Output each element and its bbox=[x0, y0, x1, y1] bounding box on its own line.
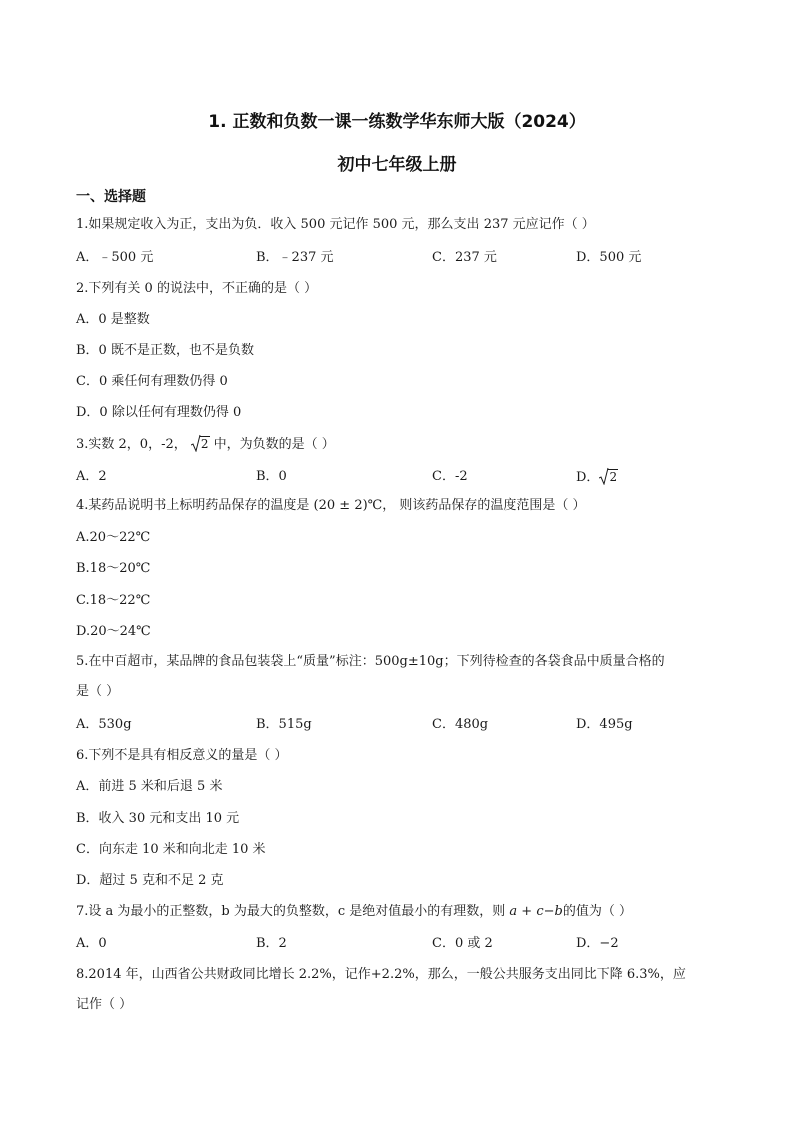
question-8-stem-line-2: 记作（ ） bbox=[76, 997, 133, 1012]
question-5-option-d: D．495g bbox=[576, 717, 633, 732]
temperature-expression: (20 ± 2)℃ bbox=[313, 498, 383, 513]
question-7-option-d: D．−2 bbox=[576, 936, 619, 951]
question-6-option-c: C．向东走 10 米和向北走 10 米 bbox=[76, 842, 266, 857]
question-3-option-d bbox=[576, 469, 618, 486]
question-4-option-a: A.20～22℃ bbox=[76, 530, 151, 545]
question-3-option-b: B．0 bbox=[256, 469, 287, 484]
question-6-option-b: B．收入 30 元和支出 10 元 bbox=[76, 811, 240, 826]
question-2-option-a: A．0 是整数 bbox=[76, 312, 150, 327]
question-7-option-a: A．0 bbox=[76, 936, 107, 951]
question-1-option-b: B．﹣237 元 bbox=[256, 250, 334, 265]
question-2-stem: 2.下列有关 0 的说法中，不正确的是（ ） bbox=[76, 281, 318, 296]
section-heading: 一、选择题 bbox=[76, 189, 146, 205]
question-3-option-a: A．2 bbox=[76, 469, 107, 484]
question-1-option-c: C．237 元 bbox=[432, 250, 497, 265]
question-7-option-b: B．2 bbox=[256, 936, 287, 951]
question-5-option-c: C．480g bbox=[432, 717, 489, 732]
question-1-option-a: A．﹣500 元 bbox=[76, 250, 154, 265]
question-5-option-a: A．530g bbox=[76, 717, 132, 732]
document-title: 1. 正数和负数一课一练数学华东师大版（2024） bbox=[208, 112, 586, 132]
sqrt-symbol bbox=[191, 436, 210, 453]
question-5-option-b: B．515g bbox=[256, 717, 312, 732]
question-5-stem-line-2: 是（ ） bbox=[76, 684, 120, 699]
question-7-option-c: C．0 或 2 bbox=[432, 936, 493, 951]
radical-sign-icon bbox=[599, 467, 609, 485]
question-4-option-c: C.18～22℃ bbox=[76, 593, 151, 608]
question-1-option-d: D．500 元 bbox=[576, 250, 642, 265]
radicand: 2 bbox=[200, 437, 209, 451]
question-6-option-d: D．超过 5 克和不足 2 克 bbox=[76, 873, 224, 888]
question-4-stem bbox=[76, 498, 585, 514]
question-2-option-b: B．0 既不是正数，也不是负数 bbox=[76, 343, 254, 358]
question-2-option-d: D．0 除以任何有理数仍得 0 bbox=[76, 405, 242, 420]
question-3-stem bbox=[76, 436, 335, 453]
question-3-option-d-label: D． bbox=[576, 470, 600, 485]
sqrt-symbol bbox=[599, 469, 618, 486]
question-5-stem-line-1: 5.在中百超市，某品牌的食品包装袋上“质量”标注：500g±10g；下列待检查的各袋食品中质量合格的 bbox=[76, 654, 665, 669]
question-7-stem-suffix: 的值为（ ） bbox=[562, 904, 632, 919]
question-4-stem-suffix: ， 则该药品保存的温度范围是（ ） bbox=[382, 498, 586, 513]
question-4-option-b: B.18～20℃ bbox=[76, 561, 151, 576]
question-7-stem-prefix: 7.设 a 为最小的正整数，b 为最大的负整数，c 是绝对值最小的有理数，则 bbox=[76, 904, 510, 919]
question-7-stem bbox=[76, 904, 632, 920]
question-2-option-c: C．0 乘任何有理数仍得 0 bbox=[76, 374, 228, 389]
question-4-stem-prefix: 4.某药品说明书上标明药品保存的温度是 bbox=[76, 498, 314, 513]
question-8-stem-line-1: 8.2014 年，山西省公共财政同比增长 2.2%，记作+2.2%，那么，一般公共服务支出同比下降 6.3%，应 bbox=[76, 967, 686, 982]
expression: a + c−b bbox=[509, 904, 563, 919]
question-6-stem: 6.下列不是具有相反意义的量是（ ） bbox=[76, 748, 288, 763]
question-3-stem-suffix: 中，为负数的是（ ） bbox=[213, 437, 335, 452]
question-6-option-a: A．前进 5 米和后退 5 米 bbox=[76, 779, 223, 794]
document-subtitle: 初中七年级上册 bbox=[337, 155, 457, 175]
question-1-stem: 1.如果规定收入为正，支出为负．收入 500 元记作 500 元，那么支出 237 元应记作（ ） bbox=[76, 217, 595, 232]
question-3-stem-prefix: 3.实数 2，0，-2， bbox=[76, 437, 187, 452]
radicand: 2 bbox=[609, 470, 618, 484]
radical-sign-icon bbox=[191, 434, 201, 452]
question-4-option-d: D.20～24℃ bbox=[76, 624, 151, 639]
question-3-option-c: C．-2 bbox=[432, 469, 468, 484]
